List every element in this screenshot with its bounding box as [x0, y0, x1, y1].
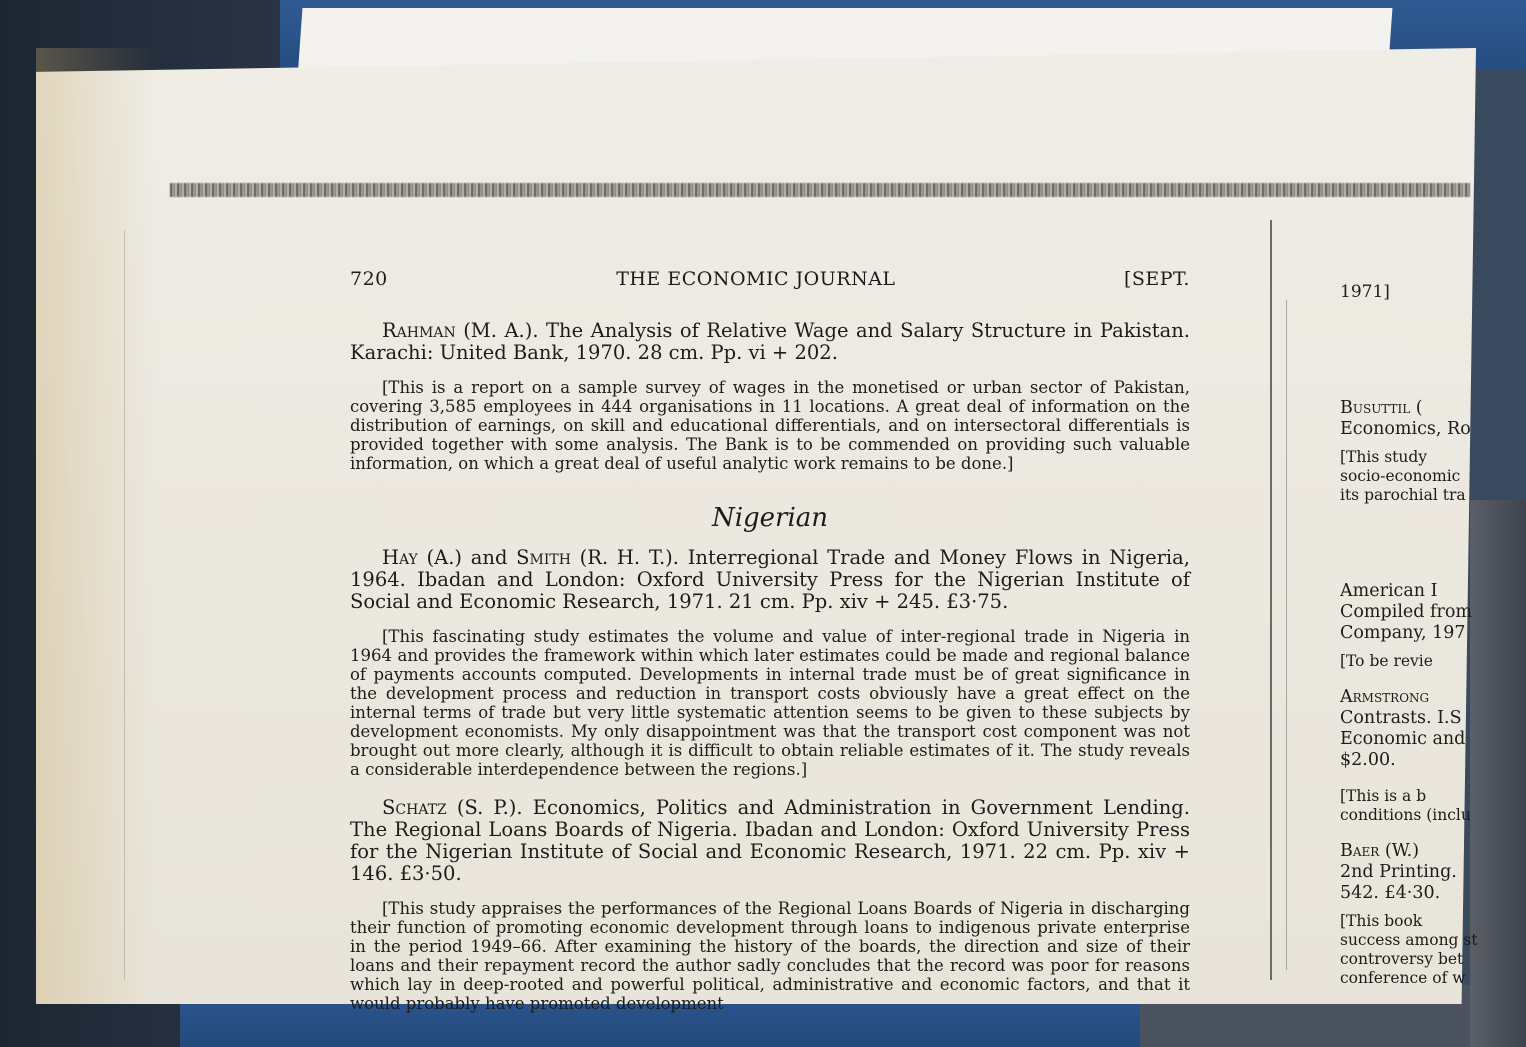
facing-page-year: 1971] — [1340, 282, 1390, 302]
entry-citation-hay-smith — [350, 547, 1190, 613]
facing-line: controversy bet — [1340, 950, 1464, 968]
photocopy-fold-line — [170, 183, 1470, 197]
citation-text: (M. A.). The Analysis of Relative Wage and Salary Structure in Pakistan. Karachi: United Bank, 1970. 28 cm. Pp. vi + 202. — [350, 319, 1190, 364]
facing-line: its parochial tra — [1340, 486, 1466, 504]
facing-line: Contrasts. I.S — [1340, 708, 1462, 728]
page-gutter — [1270, 220, 1272, 980]
entry-summary-rahman: [This is a report on a sample survey of wages in the monetised or urban sector of Pakistan, covering 3,585 employees in 444 organisations in 11 locations. A great deal of information on the distribution of earnings, on skill and educational differentials, and on intersectoral differentials is provided together with some analysis. The Bank is to be commended on providing such valuable information, on which a great deal of useful analytic work remains to be done.] — [350, 378, 1190, 473]
author-name: Rahman — [382, 319, 456, 342]
facing-line: Economic and — [1340, 729, 1466, 749]
facing-line: Busuttil ( — [1340, 398, 1423, 418]
author-name: Schatz — [382, 796, 447, 819]
facing-line: Economics, Ro — [1340, 419, 1471, 439]
facing-line: American I — [1340, 581, 1438, 601]
facing-line: conditions (inclu — [1340, 806, 1471, 824]
entry-summary-hay-smith: [This fascinating study estimates the volume and value of inter-regional trade in Nigeria in 1964 and provides the framework within which later estimates could be made and regional balance of payments accounts computed. Developments in internal trade must be of great significance in the development process and reduction in transport costs obviously have a great effect on the internal terms of trade but very little systematic attention seems to be given to these subjects by development economists. My only disappointment was that the transport cost component was not brought out more clearly, although it is difficult to obtain reliable estimates of it. The study reveals a considerable interdependence between the regions.] — [350, 627, 1190, 779]
entry-citation-schatz — [350, 797, 1190, 885]
facing-line: Compiled from — [1340, 602, 1473, 622]
facing-page-column — [1340, 282, 1480, 988]
section-title: Nigerian — [711, 503, 829, 533]
facing-line: [This is a b — [1340, 787, 1427, 805]
citation-text-2: (R. H. T.). Interregional Trade and Money Flows in Nigeria, 1964. Ibadan and London: Oxford University Press for the Nigerian Institute of Social and Economic Research, 1971. 21 cm. Pp. xiv + 245. £3·75. — [350, 546, 1190, 613]
journal-title: THE ECONOMIC JOURNAL — [616, 268, 896, 290]
facing-line: 2nd Printing. — [1340, 862, 1457, 882]
facing-line: conference of w — [1340, 969, 1466, 987]
facing-line: success among st — [1340, 931, 1478, 949]
facing-line: [To be revie — [1340, 652, 1433, 670]
author-name: Hay — [382, 546, 418, 569]
entry-summary-schatz: [This study appraises the performances of the Regional Loans Boards of Nigeria in discharging their function of promoting economic development through loans to indigenous private enterprise in the period 1949–66. After examining the history of the boards, the direction and size of their loans and their repayment record the author sadly concludes that the record was poor for reasons which lay in deep-rooted and powerful political, administrative and economic factors, and that it would probably have promoted development — [350, 899, 1190, 1013]
facing-line: $2.00. — [1340, 750, 1396, 770]
entry-citation-rahman — [350, 320, 1190, 364]
facing-line: Armstrong — [1340, 687, 1430, 707]
citation-text: (A.) and — [417, 546, 517, 569]
facing-line: [This book — [1340, 912, 1423, 930]
facing-line: socio-economic — [1340, 467, 1461, 485]
main-column — [350, 268, 1190, 1013]
page-edge-shade — [36, 48, 156, 1004]
facing-line: Baer (W.) — [1340, 841, 1420, 861]
month-marker: [SEPT. — [1123, 268, 1190, 290]
running-head — [350, 268, 1190, 290]
facing-line: [This study — [1340, 448, 1428, 466]
citation-text: (S. P.). Economics, Politics and Administration in Government Lending. The Regional Loans Boards of Nigeria. Ibadan and London: Oxford University Press for the Nigerian Institute of Social and Economic Research, 1971. 22 cm. Pp. xiv + 146. £3·50. — [350, 796, 1190, 885]
facing-line: Company, 197 — [1340, 623, 1466, 643]
page-gutter-faint — [1286, 300, 1287, 970]
facing-line: 542. £4·30. — [1340, 883, 1441, 903]
page-number: 720 — [350, 268, 388, 290]
page-margin-shadow — [124, 230, 125, 980]
author-name-2: Smith — [516, 546, 571, 569]
